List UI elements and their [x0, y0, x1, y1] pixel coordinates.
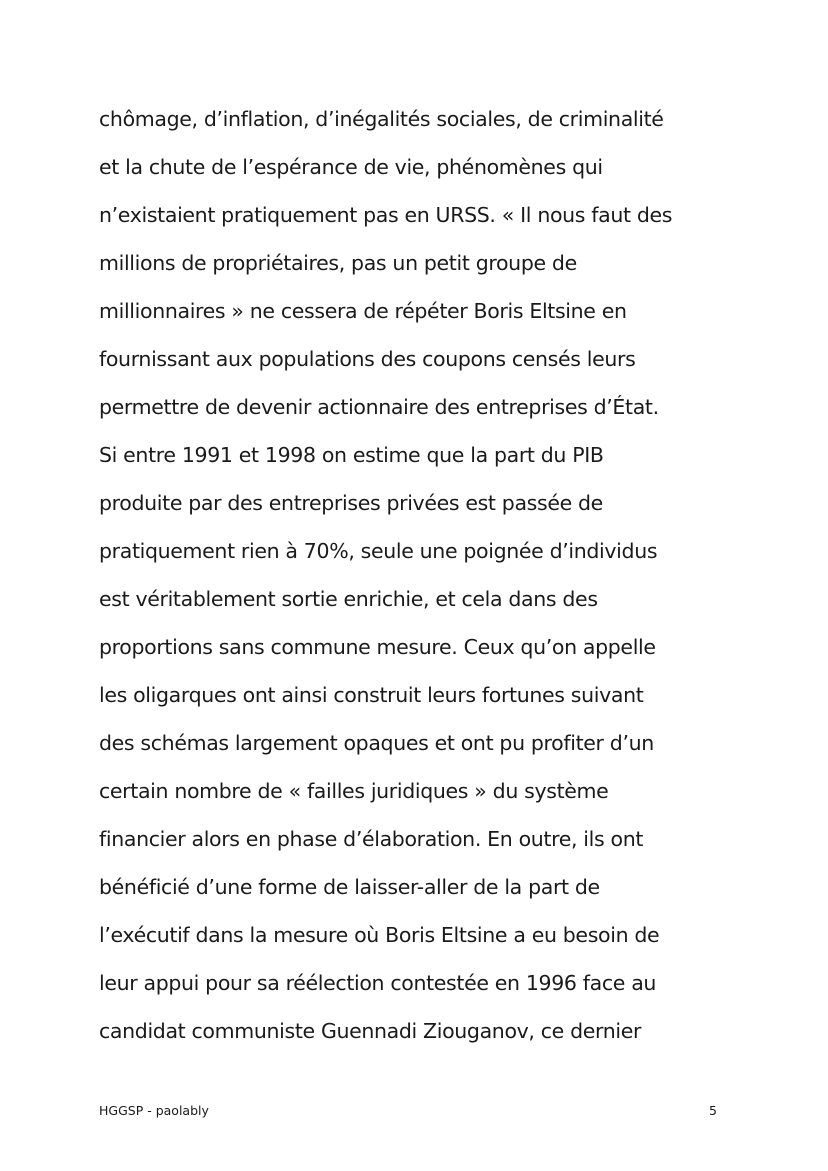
text-line: millionnaires » ne cessera de répéter Boris Eltsine en — [99, 299, 627, 323]
text-line: des schémas largement opaques et ont pu profiter d’un — [99, 731, 654, 755]
page-number: 5 — [709, 1103, 717, 1118]
text-line: leur appui pour sa réélection contestée en 1996 face au — [99, 971, 657, 995]
text-line: pratiquement rien à 70%, seule une poignée d’individus — [99, 539, 658, 563]
text-line: chômage, d’inflation, d’inégalités sociales, de criminalité — [99, 107, 664, 131]
text-line: financier alors en phase d’élaboration. En outre, ils ont — [99, 827, 644, 851]
text-line: permettre de devenir actionnaire des entreprises d’État. — [99, 395, 659, 419]
text-line: proportions sans commune mesure. Ceux qu’on appelle — [99, 635, 656, 659]
footer-title: HGGSP - paolably — [99, 1103, 209, 1118]
text-line: l’exécutif dans la mesure où Boris Eltsine a eu besoin de — [99, 923, 660, 947]
text-line: fournissant aux populations des coupons censés leurs — [99, 347, 636, 371]
text-line: millions de propriétaires, pas un petit groupe de — [99, 251, 577, 275]
text-line: n’existaient pratiquement pas en URSS. « Il nous faut des — [99, 203, 673, 227]
text-line: produite par des entreprises privées est passée de — [99, 491, 603, 515]
text-line: est véritablement sortie enrichie, et cela dans des — [99, 587, 598, 611]
page-footer — [99, 1101, 717, 1121]
body-paragraph — [99, 95, 739, 1055]
text-line: candidat communiste Guennadi Ziouganov, ce dernier — [99, 1019, 642, 1043]
text-line: certain nombre de « failles juridiques » du système — [99, 779, 609, 803]
text-line: et la chute de l’espérance de vie, phénomènes qui — [99, 155, 603, 179]
text-line: Si entre 1991 et 1998 on estime que la part du PIB — [99, 443, 604, 467]
text-line: les oligarques ont ainsi construit leurs fortunes suivant — [99, 683, 644, 707]
text-line: bénéficié d’une forme de laisser-aller de la part de — [99, 875, 600, 899]
